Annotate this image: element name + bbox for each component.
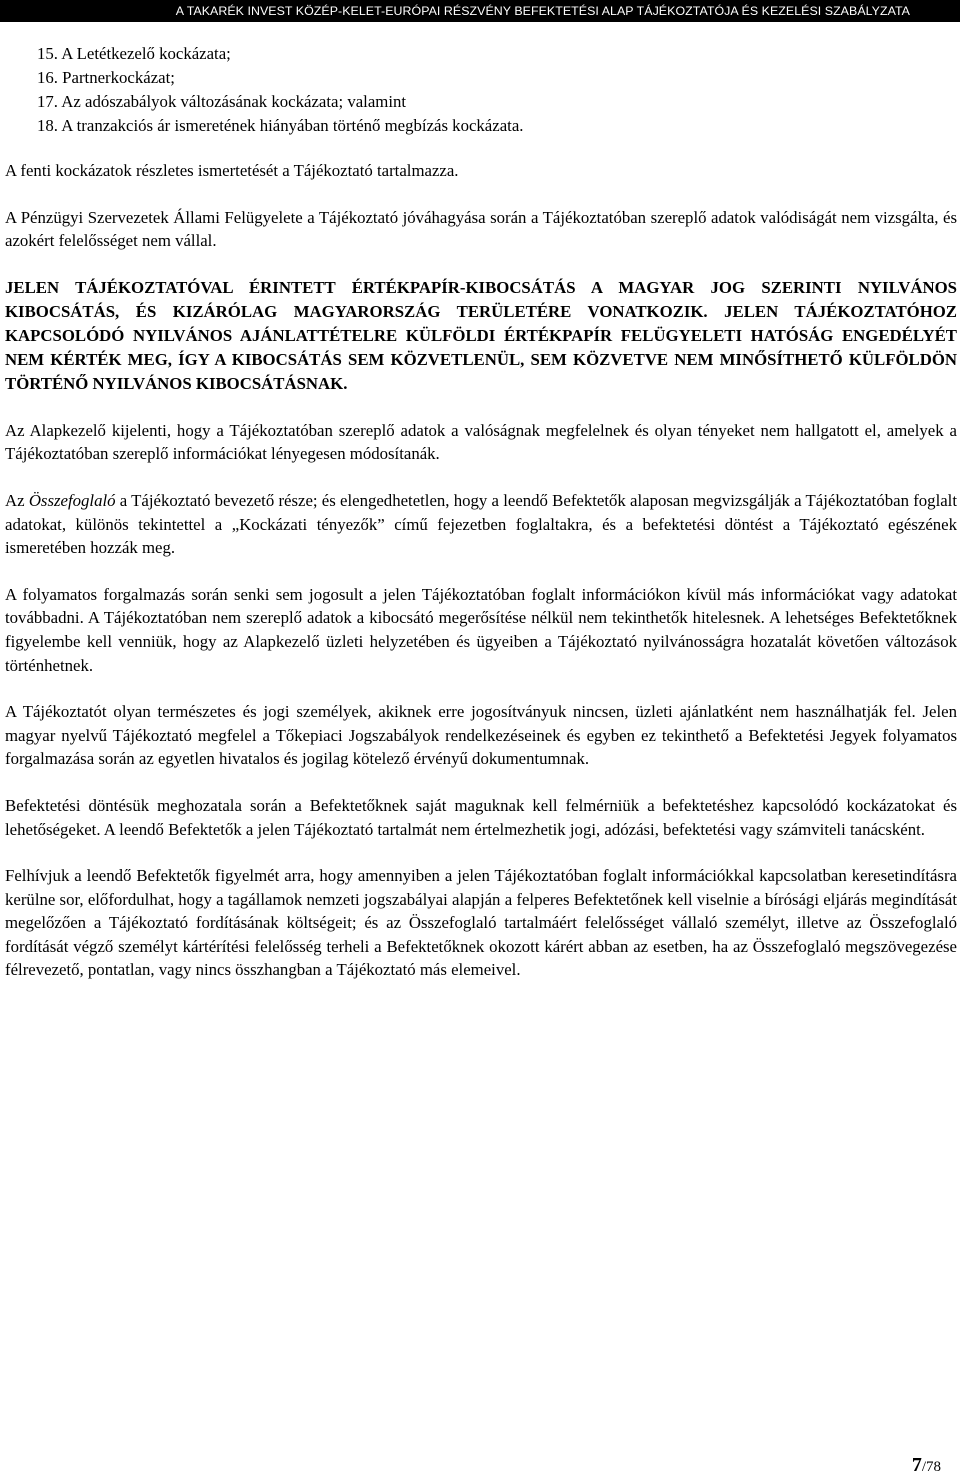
document-body [5, 42, 957, 982]
risk-list [5, 42, 957, 138]
paragraph-investment-decision: Befektetési döntésük meghozatala során a Befektetőknek saját maguknak kell felmérniük a befektetéshez kapcsolódó kockázatokat és lehetőségeket. A leendő Befektetők a jelen Tájékoztató tartalmát nem értelmezhetik jogi, adózási, befektetési vagy számviteli tanácsként. [5, 795, 957, 839]
page-total: /78 [921, 1459, 941, 1475]
list-item: 15. A Letétkezelő kockázata; [37, 44, 231, 63]
list-item: 18. A tranzakciós ár ismeretének hiányában történő megbízás kockázata. [37, 116, 524, 135]
list-item: 16. Partnerkockázat; [37, 68, 175, 87]
page-number [912, 1452, 941, 1480]
paragraph-summary-notice [5, 489, 957, 560]
paragraph-issuance-notice: JELEN TÁJÉKOZTATÓVAL ÉRINTETT ÉRTÉKPAPÍR-KIBOCSÁTÁS A MAGYAR JOG SZERINTI NYILVÁNOS KIBOCSÁTÁS, ÉS KIZÁRÓLAG MAGYARORSZÁG TERÜLETÉRE VONATKOZIK. JELEN TÁJÉKOZTATÓHOZ KAPCSOLÓDÓ NYILVÁNOS AJÁNLATTÉTELRE KÜLFÖLDI ÉRTÉKPAPÍR FELÜGYELETI HATÓSÁG ENGEDÉLYÉT NEM KÉRTÉK MEG, ÍGY A KIBOCSÁTÁS SEM KÖZVETLENÜL, SEM KÖZVETVE NEM MINŐSÍTHETŐ KÜLFÖLDÖN TÖRTÉNŐ NYILVÁNOS KIBOCSÁTÁSNAK. [5, 277, 957, 393]
paragraph-usage-restriction: A Tájékoztatót olyan természetes és jogi személyek, akiknek erre jogosítványuk nincsen, üzleti ajánlatként nem használhatják fel. Jelen magyar nyelvű Tájékoztató megfelel a Tőkepiaci Jogszabályok rendelkezéseinek és egyben ez tekinthető a Befektetési Jegyek folyamatos forgalmazása során az egyetlen hivatalos és jogilag kötelező érvényű dokumentumnak. [5, 702, 957, 769]
paragraph-distribution-notice: A folyamatos forgalmazás során senki sem jogosult a jelen Tájékoztatóban foglalt információkon kívül más információkat vagy adatokat továbbadni. A Tájékoztatóban nem szereplő adatok a kibocsátó megerősítése nélkül nem tekinthetők hitelesnek. A lehetséges Befektetőknek figyelembe kell venniük, hogy az Alapkezelő üzleti helyzetében és ügyeiben a Tájékoztató nyilvánosságra hozatalát követően változások történhetnek. [5, 584, 957, 675]
paragraph-supervisory-disclaimer: A Pénzügyi Szervezetek Állami Felügyelete a Tájékoztató jóváhagyása során a Tájékoztatóban szereplő adatok valódiságát nem vizsgálta, és azokért felelősséget nem vállal. [5, 207, 957, 251]
summary-text-rest: a Tájékoztató bevezető része; és elengedhetetlen, hogy a leendő Befektetők alaposan megvizsgálják a Tájékoztatóban foglalt adatokat, különös tekintettel a „Kockázati tényezők” című fejezetben foglaltakra, és a befektetési döntést a Tájékoztató egészének ismeretében hozzák meg. [5, 490, 957, 558]
document-header: A TAKARÉK INVEST KÖZÉP-KELET-EURÓPAI RÉSZVÉNY BEFEKTETÉSI ALAP TÁJÉKOZTATÓJA ÉS KEZELÉSI SZABÁLYZATA [0, 0, 960, 22]
paragraph-litigation-notice: Felhívjuk a leendő Befektetők figyelmét arra, hogy amennyiben a jelen Tájékoztatóban foglalt információkkal kapcsolatban keresetindításra kerülne sor, előfordulhat, hogy a tagállamok nemzeti jogszabályai alapján a felperes Befektetőnek kell viselnie a bírósági eljárás megindítását megelőzően a Tájékoztató fordításának költségeit; és az Összefoglaló tartalmáért felelősséget vállaló személyt, illetve az Összefoglaló fordítását végző személyt kártérítési felelősség terheli a Befektetőknek okozott kárért abban az esetben, ha az Összefoglaló megszövegezése félrevezető, pontatlan, vagy nincs összhangban a Tájékoztató más elemeivel. [5, 866, 957, 980]
paragraph-risk-details: A fenti kockázatok részletes ismertetését a Tájékoztató tartalmazza. [5, 161, 459, 180]
page-current: 7 [911, 1454, 922, 1476]
paragraph-manager-declaration: Az Alapkezelő kijelenti, hogy a Tájékoztatóban szereplő adatok a valóságnak megfelelnek és olyan tényeket nem hallgatott el, amelyek a Tájékoztatóban szereplő információkat lényegesen módosítanák. [5, 420, 957, 464]
summary-term: Összefoglaló [28, 490, 116, 510]
list-item: 17. Az adószabályok változásának kockázata; valamint [37, 92, 407, 111]
summary-text-start: Az [5, 490, 29, 510]
